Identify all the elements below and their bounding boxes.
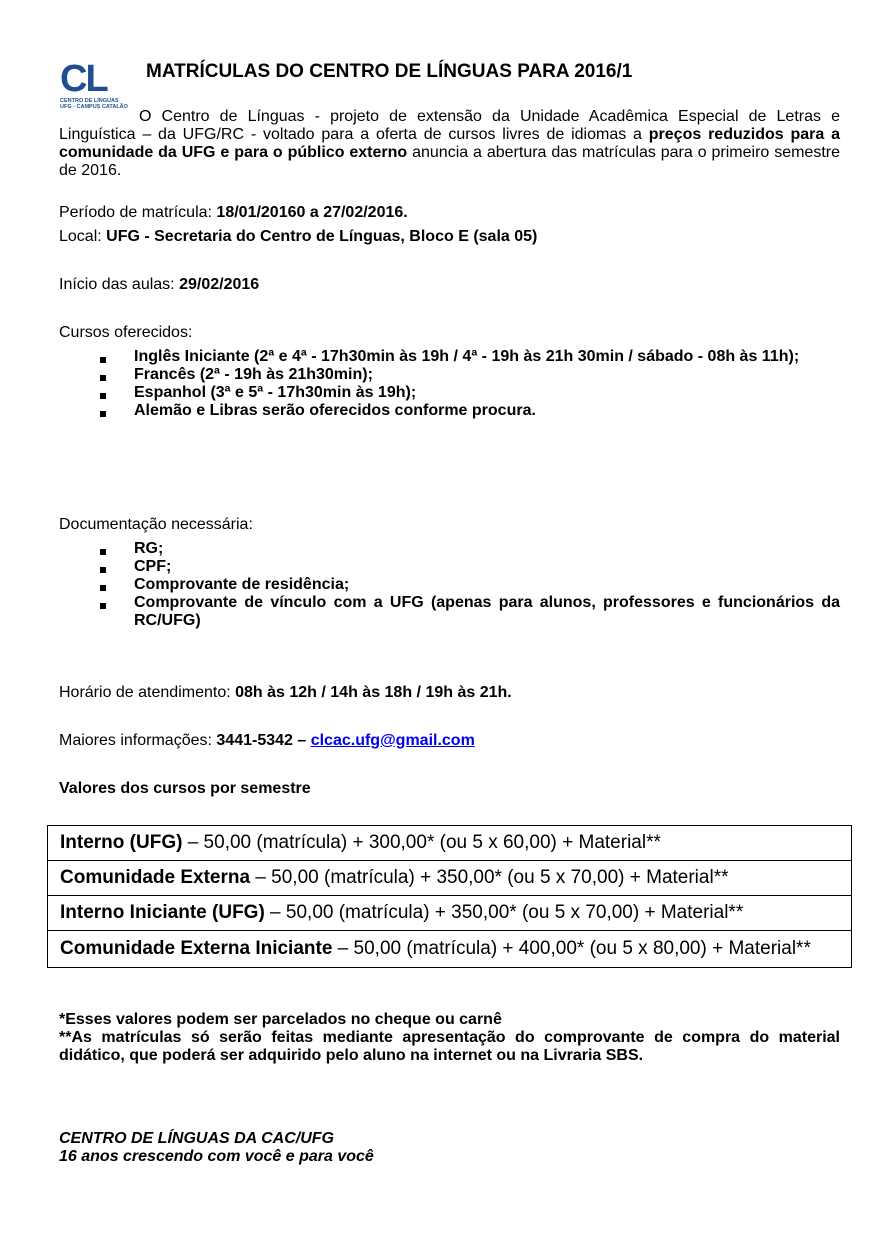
list-item: CPF; xyxy=(59,558,840,576)
list-item: Espanhol (3ª e 5ª - 17h30min às 19h); xyxy=(59,384,840,402)
intro-paragraph xyxy=(59,108,840,180)
note-2: **As matrículas só serão feitas mediante apresentação do comprovante de compra do material didático, que poderá ser adquirido pelo aluno na internet ou na Livraria SBS. xyxy=(59,1029,840,1064)
local-label: Local: xyxy=(59,228,107,245)
footer-line1: CENTRO DE LÍNGUAS DA CAC/UFG xyxy=(59,1130,334,1147)
periodo-label: Período de matrícula: xyxy=(59,204,217,221)
horario-line xyxy=(59,684,840,702)
table-row xyxy=(48,896,852,931)
inicio-line xyxy=(59,276,840,294)
table-cell xyxy=(48,861,852,896)
local-value: UFG - Secretaria do Centro de Línguas, Bloco E (sala 05) xyxy=(106,228,538,245)
footer-line2: 16 anos crescendo com você e para você xyxy=(59,1148,374,1165)
documentacao-list xyxy=(59,540,840,630)
table-cell xyxy=(48,931,852,968)
intro-text-2: anuncia a abertura das matrículas para o primeiro semestre de 2016. xyxy=(59,144,840,179)
row-label: Interno Iniciante (UFG) xyxy=(60,902,265,923)
logo-line2: UFG - CAMPUS CATALÃO xyxy=(60,104,128,110)
table-cell xyxy=(48,826,852,861)
list-item: Alemão e Libras serão oferecidos conforme procura. xyxy=(59,402,840,420)
list-item: Comprovante de vínculo com a UFG (apenas para alunos, professores e funcionários da RC/UFG) xyxy=(59,594,840,630)
documentacao-label: Documentação necessária: xyxy=(59,516,253,533)
cursos-list xyxy=(59,348,840,420)
list-item: Francês (2ª - 19h às 21h30min); xyxy=(59,366,840,384)
page-title: MATRÍCULAS DO CENTRO DE LÍNGUAS PARA 2016/1 xyxy=(146,61,633,82)
logo-mark: CL xyxy=(60,58,107,100)
horario-label: Horário de atendimento: xyxy=(59,684,236,701)
email-link[interactable]: clcac.ufg@gmail.com xyxy=(310,732,475,749)
intro-text-1: O Centro de Línguas - projeto de extensão da Unidade Acadêmica Especial de Letras e Linguística – da UFG/RC - voltado para a oferta de cursos livres de idiomas a xyxy=(59,108,840,143)
row-value: – 50,00 (matrícula) + 350,00* (ou 5 x 70,00) + Material** xyxy=(250,867,729,888)
periodo-value: 18/01/20160 a 27/02/2016. xyxy=(216,204,408,221)
periodo-line xyxy=(59,204,840,222)
row-value: – 50,00 (matrícula) + 350,00* (ou 5 x 70,00) + Material** xyxy=(264,902,744,923)
row-label: Interno (UFG) xyxy=(60,832,183,853)
horario-value: 08h às 12h / 14h às 18h / 19h às 21h. xyxy=(235,684,512,701)
intro-bold: preços reduzidos para a comunidade da UFG e para o público externo xyxy=(59,126,840,161)
row-label: Comunidade Externa Iniciante xyxy=(60,938,333,959)
table-cell xyxy=(48,896,852,931)
table-row xyxy=(48,826,852,861)
row-value: – 50,00 (matrícula) + 400,00* (ou 5 x 80,00) + Material** xyxy=(332,938,811,959)
inicio-value: 29/02/2016 xyxy=(179,276,260,293)
logo-line1: CENTRO DE LÍNGUAS xyxy=(60,98,119,104)
informacoes-label: Maiores informações: xyxy=(59,732,217,749)
valores-table xyxy=(47,825,852,968)
informacoes-sep: – xyxy=(292,732,311,749)
valores-heading: Valores dos cursos por semestre xyxy=(59,780,311,797)
notes xyxy=(59,1011,840,1065)
note-1: *Esses valores podem ser parcelados no cheque ou carnê xyxy=(59,1011,502,1028)
footer xyxy=(59,1130,840,1166)
row-label: Comunidade Externa xyxy=(60,867,251,888)
inicio-label: Início das aulas: xyxy=(59,276,180,293)
list-item: Comprovante de residência; xyxy=(59,576,840,594)
list-item: RG; xyxy=(59,540,840,558)
phone-number: 3441-5342 xyxy=(216,732,293,749)
cursos-label: Cursos oferecidos: xyxy=(59,324,193,341)
local-line xyxy=(59,228,840,246)
informacoes-line xyxy=(59,732,840,750)
row-value: – 50,00 (matrícula) + 300,00* (ou 5 x 60,00) + Material** xyxy=(182,832,661,853)
table-row xyxy=(48,861,852,896)
table-row xyxy=(48,931,852,968)
list-item: Inglês Iniciante (2ª e 4ª - 17h30min às 19h / 4ª - 19h às 21h 30min / sábado - 08h às 11h); xyxy=(59,348,840,366)
